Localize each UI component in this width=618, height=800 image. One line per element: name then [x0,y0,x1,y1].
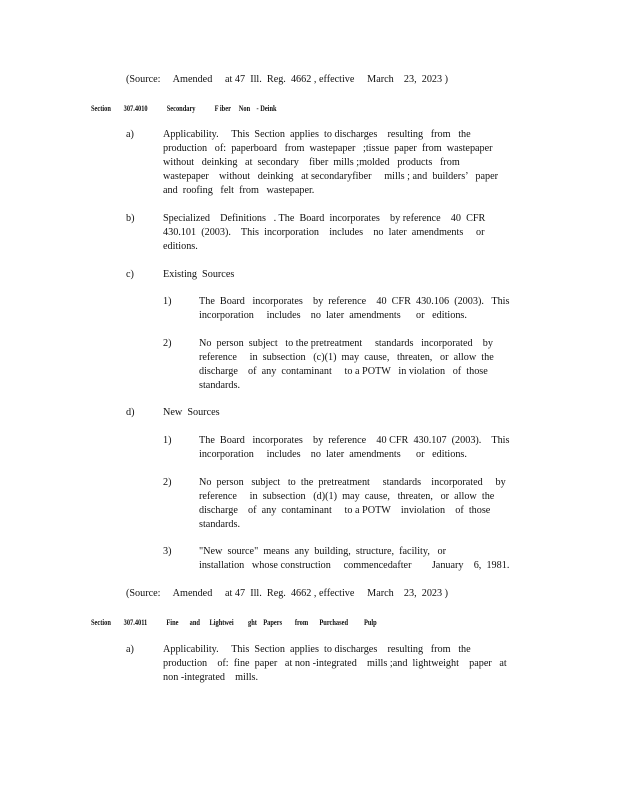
text-line: "New source" means any building, structure, facility, or [199,546,446,557]
item-text [199,337,505,393]
subsection-a-text [163,643,519,685]
text-line: Applicability. This Section applies to discharges resulting from the [163,129,471,140]
subsection-title: New Sources [163,407,220,418]
text-line: discharge of any contaminant to a POTW inviolation of those [199,505,491,516]
text-line: discharge of any contaminant to a POTW in violation of those [199,366,488,377]
item-text [199,476,509,532]
source-note: (Source: Amended at 47 Ill. Reg. 4662 , effective March 23, 2023 ) [126,74,449,85]
section-heading: Section 307.4011 Fine and Lightwei ght Papers from Purchased Pulp [91,618,377,627]
subsection-a-text [163,128,519,198]
text-line: incorporation includes no later amendments or editions. [199,310,467,321]
text-line: production of: fine paper at non -integrated mills ;and lightweight paper at [163,658,507,669]
text-line: 430.101 (2003). This incorporation includes no later amendments or [163,227,485,238]
item-text [199,545,509,573]
text-line: No person subject to the pretreatment standards incorporated by [199,477,506,488]
text-line: Specialized Definitions . The Board incorporates by reference 40 CFR [163,213,486,224]
text-line: non -integrated mills. [163,672,259,683]
source-note: (Source: Amended at 47 Ill. Reg. 4662 , effective March 23, 2023 ) [126,588,449,599]
item-text [199,434,519,462]
text-line: wastepaper without deinking at secondaryfiber mills ; and builders’ paper [163,171,499,182]
item-label: 3) [163,546,172,557]
text-line: reference in subsection (d)(1) may cause, threaten, or allow the [199,491,495,502]
text-line: standards. [199,519,241,530]
subsection-label: a) [126,644,134,655]
text-line: installation whose construction commencedafter January 6, 1981. [199,560,510,571]
subsection-label: c) [126,269,134,280]
subsection-title: Existing Sources [163,269,235,280]
item-label: 1) [163,435,172,446]
subsection-b-text [163,212,503,254]
subsection-label: d) [126,407,135,418]
text-line: Applicability. This Section applies to discharges resulting from the [163,644,471,655]
item-label: 2) [163,477,172,488]
text-line: editions. [163,241,198,252]
text-line: standards. [199,380,241,391]
text-line: and roofing felt from wastepaper. [163,185,315,196]
text-line: No person subject to the pretreatment standards incorporated by [199,338,493,349]
text-line: reference in subsection (c)(1) may cause, threaten, or allow the [199,352,494,363]
item-label: 1) [163,296,172,307]
section-heading: Section 307.4010 Secondary F iber Non - Deink [91,104,277,113]
subsection-label: b) [126,213,135,224]
text-line: production of: paperboard from wastepaper ;tissue paper from wastepaper [163,143,493,154]
text-line: without deinking at secondary fiber mills ;molded products from [163,157,460,168]
subsection-label: a) [126,129,134,140]
text-line: The Board incorporates by reference 40 CFR 430.106 (2003). This [199,296,510,307]
text-line: incorporation includes no later amendments or editions. [199,449,467,460]
item-label: 2) [163,338,172,349]
text-line: The Board incorporates by reference 40 CFR 430.107 (2003). This [199,435,510,446]
item-text [199,295,521,323]
